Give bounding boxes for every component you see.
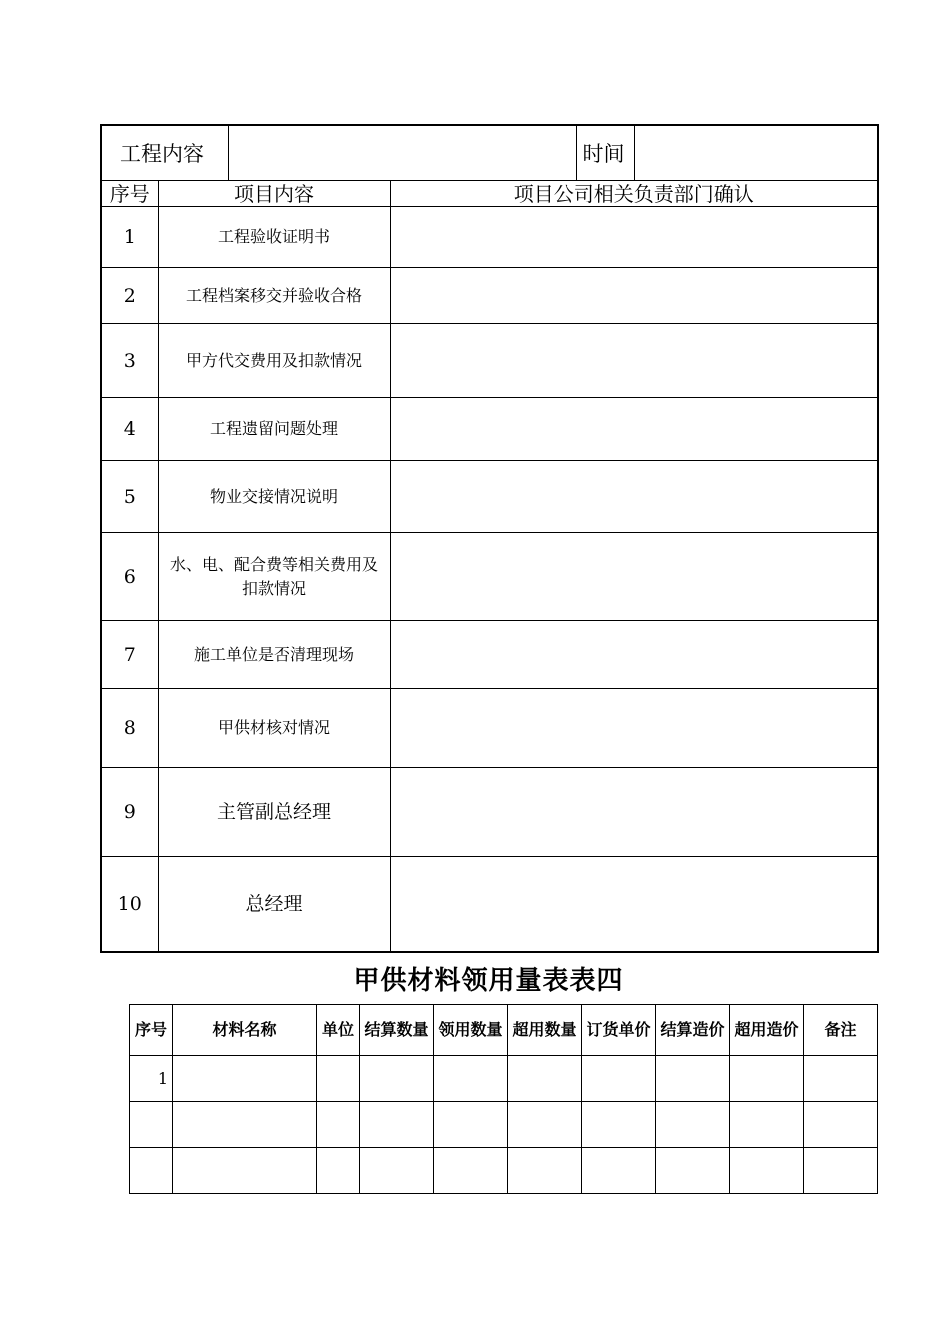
col-header-settled-cost: 结算造价 [656, 1005, 730, 1056]
row-confirm-field[interactable] [390, 207, 878, 268]
cell-unit[interactable] [317, 1056, 360, 1102]
table-row [130, 1056, 878, 1102]
row-confirm-field[interactable] [390, 398, 878, 461]
cell-remarks[interactable] [804, 1056, 878, 1102]
time-label: 时间 [576, 125, 634, 181]
row-item: 甲方代交费用及扣款情况 [158, 324, 390, 398]
table-row [101, 398, 878, 461]
cell-issued-qty[interactable] [434, 1056, 508, 1102]
cell-settled-cost[interactable] [656, 1148, 730, 1194]
project-content-field[interactable] [228, 125, 576, 181]
cell-settled-qty[interactable] [360, 1102, 434, 1148]
table-row [101, 461, 878, 533]
row-item: 工程验收证明书 [158, 207, 390, 268]
table-row [130, 1102, 878, 1148]
cell-issued-qty[interactable] [434, 1148, 508, 1194]
row-number: 9 [101, 768, 158, 857]
column-header-row [101, 181, 878, 207]
materials-table-title: 甲供材料领用量表表四 [353, 966, 624, 996]
table-row [101, 621, 878, 689]
cell-unit[interactable] [317, 1148, 360, 1194]
table-row [101, 268, 878, 324]
cell-excess-qty[interactable] [508, 1102, 582, 1148]
col-header-order-price: 订货单价 [582, 1005, 656, 1056]
col-header-settled-qty: 结算数量 [360, 1005, 434, 1056]
row-confirm-field[interactable] [390, 461, 878, 533]
col-header-remarks: 备注 [804, 1005, 878, 1056]
materials-table [129, 1004, 878, 1194]
row-confirm-field[interactable] [390, 533, 878, 621]
cell-settled-cost[interactable] [656, 1056, 730, 1102]
col-header-item: 项目内容 [158, 181, 390, 207]
row-item: 物业交接情况说明 [158, 461, 390, 533]
acceptance-table [100, 124, 879, 953]
cell-order-price[interactable] [582, 1148, 656, 1194]
row-number: 2 [101, 268, 158, 324]
cell-excess-cost[interactable] [730, 1148, 804, 1194]
row-number: 6 [101, 533, 158, 621]
row-confirm-field[interactable] [390, 621, 878, 689]
cell-material-name[interactable] [173, 1056, 317, 1102]
col-header-confirm: 项目公司相关负责部门确认 [390, 181, 878, 207]
col-header-no: 序号 [101, 181, 158, 207]
col-header-issued-qty: 领用数量 [434, 1005, 508, 1056]
table-row [101, 689, 878, 768]
table-row [101, 324, 878, 398]
table-row [101, 857, 878, 952]
row-item: 施工单位是否清理现场 [158, 621, 390, 689]
row-item: 总经理 [158, 857, 390, 952]
row-number: 5 [101, 461, 158, 533]
row-confirm-field[interactable] [390, 857, 878, 952]
row-item: 工程遗留问题处理 [158, 398, 390, 461]
row-number: 7 [101, 621, 158, 689]
col-header-unit: 单位 [317, 1005, 360, 1056]
cell-settled-cost[interactable] [656, 1102, 730, 1148]
table-row [101, 533, 878, 621]
col-header-excess-cost: 超用造价 [730, 1005, 804, 1056]
row-number [130, 1148, 173, 1194]
row-confirm-field[interactable] [390, 268, 878, 324]
materials-header-row [130, 1005, 878, 1056]
cell-material-name[interactable] [173, 1102, 317, 1148]
cell-excess-cost[interactable] [730, 1102, 804, 1148]
table-row [101, 207, 878, 268]
header-row [101, 125, 878, 181]
cell-remarks[interactable] [804, 1148, 878, 1194]
cell-unit[interactable] [317, 1102, 360, 1148]
cell-material-name[interactable] [173, 1148, 317, 1194]
row-number: 1 [130, 1056, 173, 1102]
row-item: 主管副总经理 [158, 768, 390, 857]
cell-settled-qty[interactable] [360, 1056, 434, 1102]
row-number: 1 [101, 207, 158, 268]
table-row [130, 1148, 878, 1194]
cell-excess-qty[interactable] [508, 1148, 582, 1194]
cell-order-price[interactable] [582, 1102, 656, 1148]
row-item: 甲供材核对情况 [158, 689, 390, 768]
row-confirm-field[interactable] [390, 768, 878, 857]
row-item: 水、电、配合费等相关费用及扣款情况 [158, 533, 390, 621]
col-header-no: 序号 [130, 1005, 173, 1056]
row-number [130, 1102, 173, 1148]
cell-settled-qty[interactable] [360, 1148, 434, 1194]
project-content-label: 工程内容 [101, 125, 228, 181]
col-header-excess-qty: 超用数量 [508, 1005, 582, 1056]
cell-remarks[interactable] [804, 1102, 878, 1148]
row-number: 8 [101, 689, 158, 768]
time-field[interactable] [634, 125, 878, 181]
row-confirm-field[interactable] [390, 324, 878, 398]
row-confirm-field[interactable] [390, 689, 878, 768]
col-header-material-name: 材料名称 [173, 1005, 317, 1056]
row-item: 工程档案移交并验收合格 [158, 268, 390, 324]
row-number: 4 [101, 398, 158, 461]
cell-issued-qty[interactable] [434, 1102, 508, 1148]
row-number: 10 [101, 857, 158, 952]
cell-order-price[interactable] [582, 1056, 656, 1102]
row-number: 3 [101, 324, 158, 398]
table-row [101, 768, 878, 857]
cell-excess-cost[interactable] [730, 1056, 804, 1102]
cell-excess-qty[interactable] [508, 1056, 582, 1102]
